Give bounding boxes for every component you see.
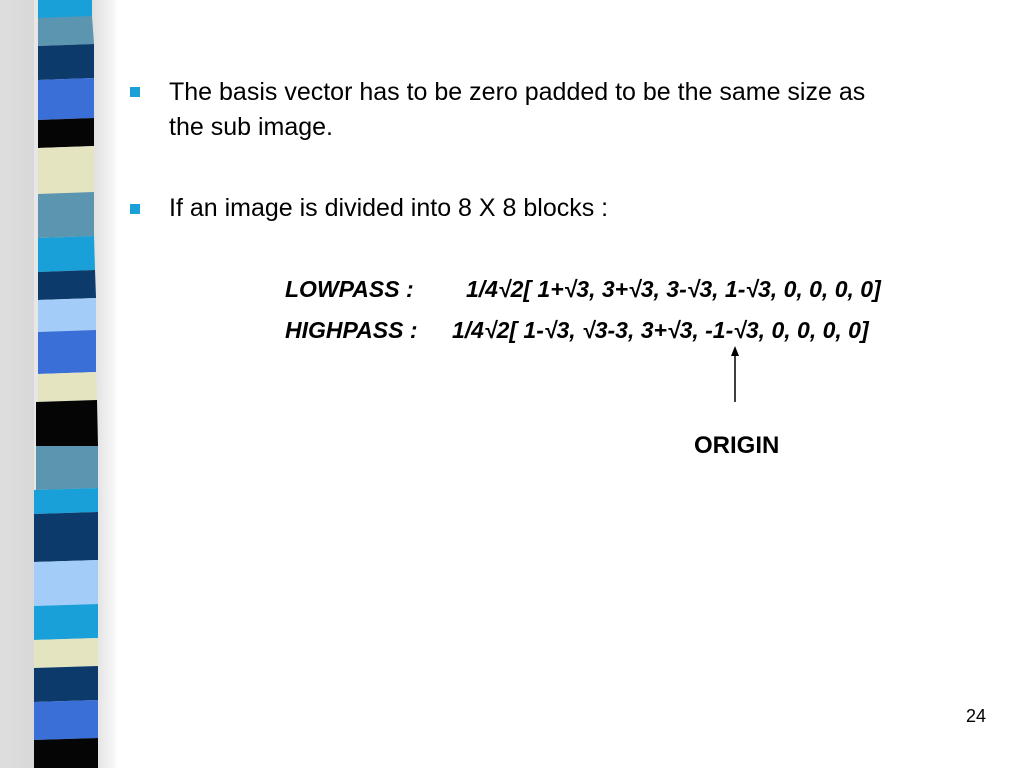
- strip-block: [34, 738, 98, 768]
- strip-block: [38, 146, 94, 194]
- strip-block: [38, 0, 92, 18]
- strip-block: [36, 446, 98, 490]
- lowpass-formula: 1/4√2[ 1+√3, 3+√3, 3-√3, 1-√3, 0, 0, 0, 0]: [466, 276, 881, 302]
- strip-block: [34, 560, 98, 606]
- strip-block: [38, 44, 94, 80]
- page-number: 24: [966, 706, 987, 726]
- lowpass-label: LOWPASS :: [285, 276, 414, 302]
- highpass-formula: 1/4√2[ 1-√3, √3-3, 3+√3, -1-√3, 0, 0, 0, 0]: [452, 317, 869, 343]
- strip-block: [34, 488, 98, 514]
- strip-block: [38, 330, 96, 374]
- strip-block: [38, 236, 95, 272]
- highpass-label: HIGHPASS :: [285, 317, 418, 343]
- bullet-text: [169, 191, 989, 226]
- strip-block: [34, 638, 98, 668]
- strip-block: [38, 298, 96, 332]
- bullet-line: the sub image.: [169, 113, 333, 141]
- strip-block: [38, 270, 96, 300]
- decorative-strip: [0, 0, 118, 768]
- strip-block: [34, 700, 98, 740]
- strip-block: [38, 192, 94, 238]
- strip-block: [38, 372, 97, 402]
- origin-label: ORIGIN: [694, 432, 780, 459]
- strip-block: [36, 400, 98, 446]
- origin-arrow: [726, 346, 746, 404]
- bullet-line: The basis vector has to be zero padded to be the same size as: [169, 78, 866, 106]
- strip-block: [34, 512, 98, 562]
- bullet-marker: [130, 204, 140, 214]
- strip-block: [34, 604, 98, 640]
- strip-block: [38, 118, 94, 148]
- bullet-line: If an image is divided into 8 X 8 blocks :: [169, 194, 609, 222]
- strip-block: [34, 666, 98, 702]
- strip-block: [38, 16, 94, 46]
- bullet-text: [169, 75, 989, 145]
- bullet-marker: [130, 87, 140, 97]
- strip-block: [38, 78, 94, 120]
